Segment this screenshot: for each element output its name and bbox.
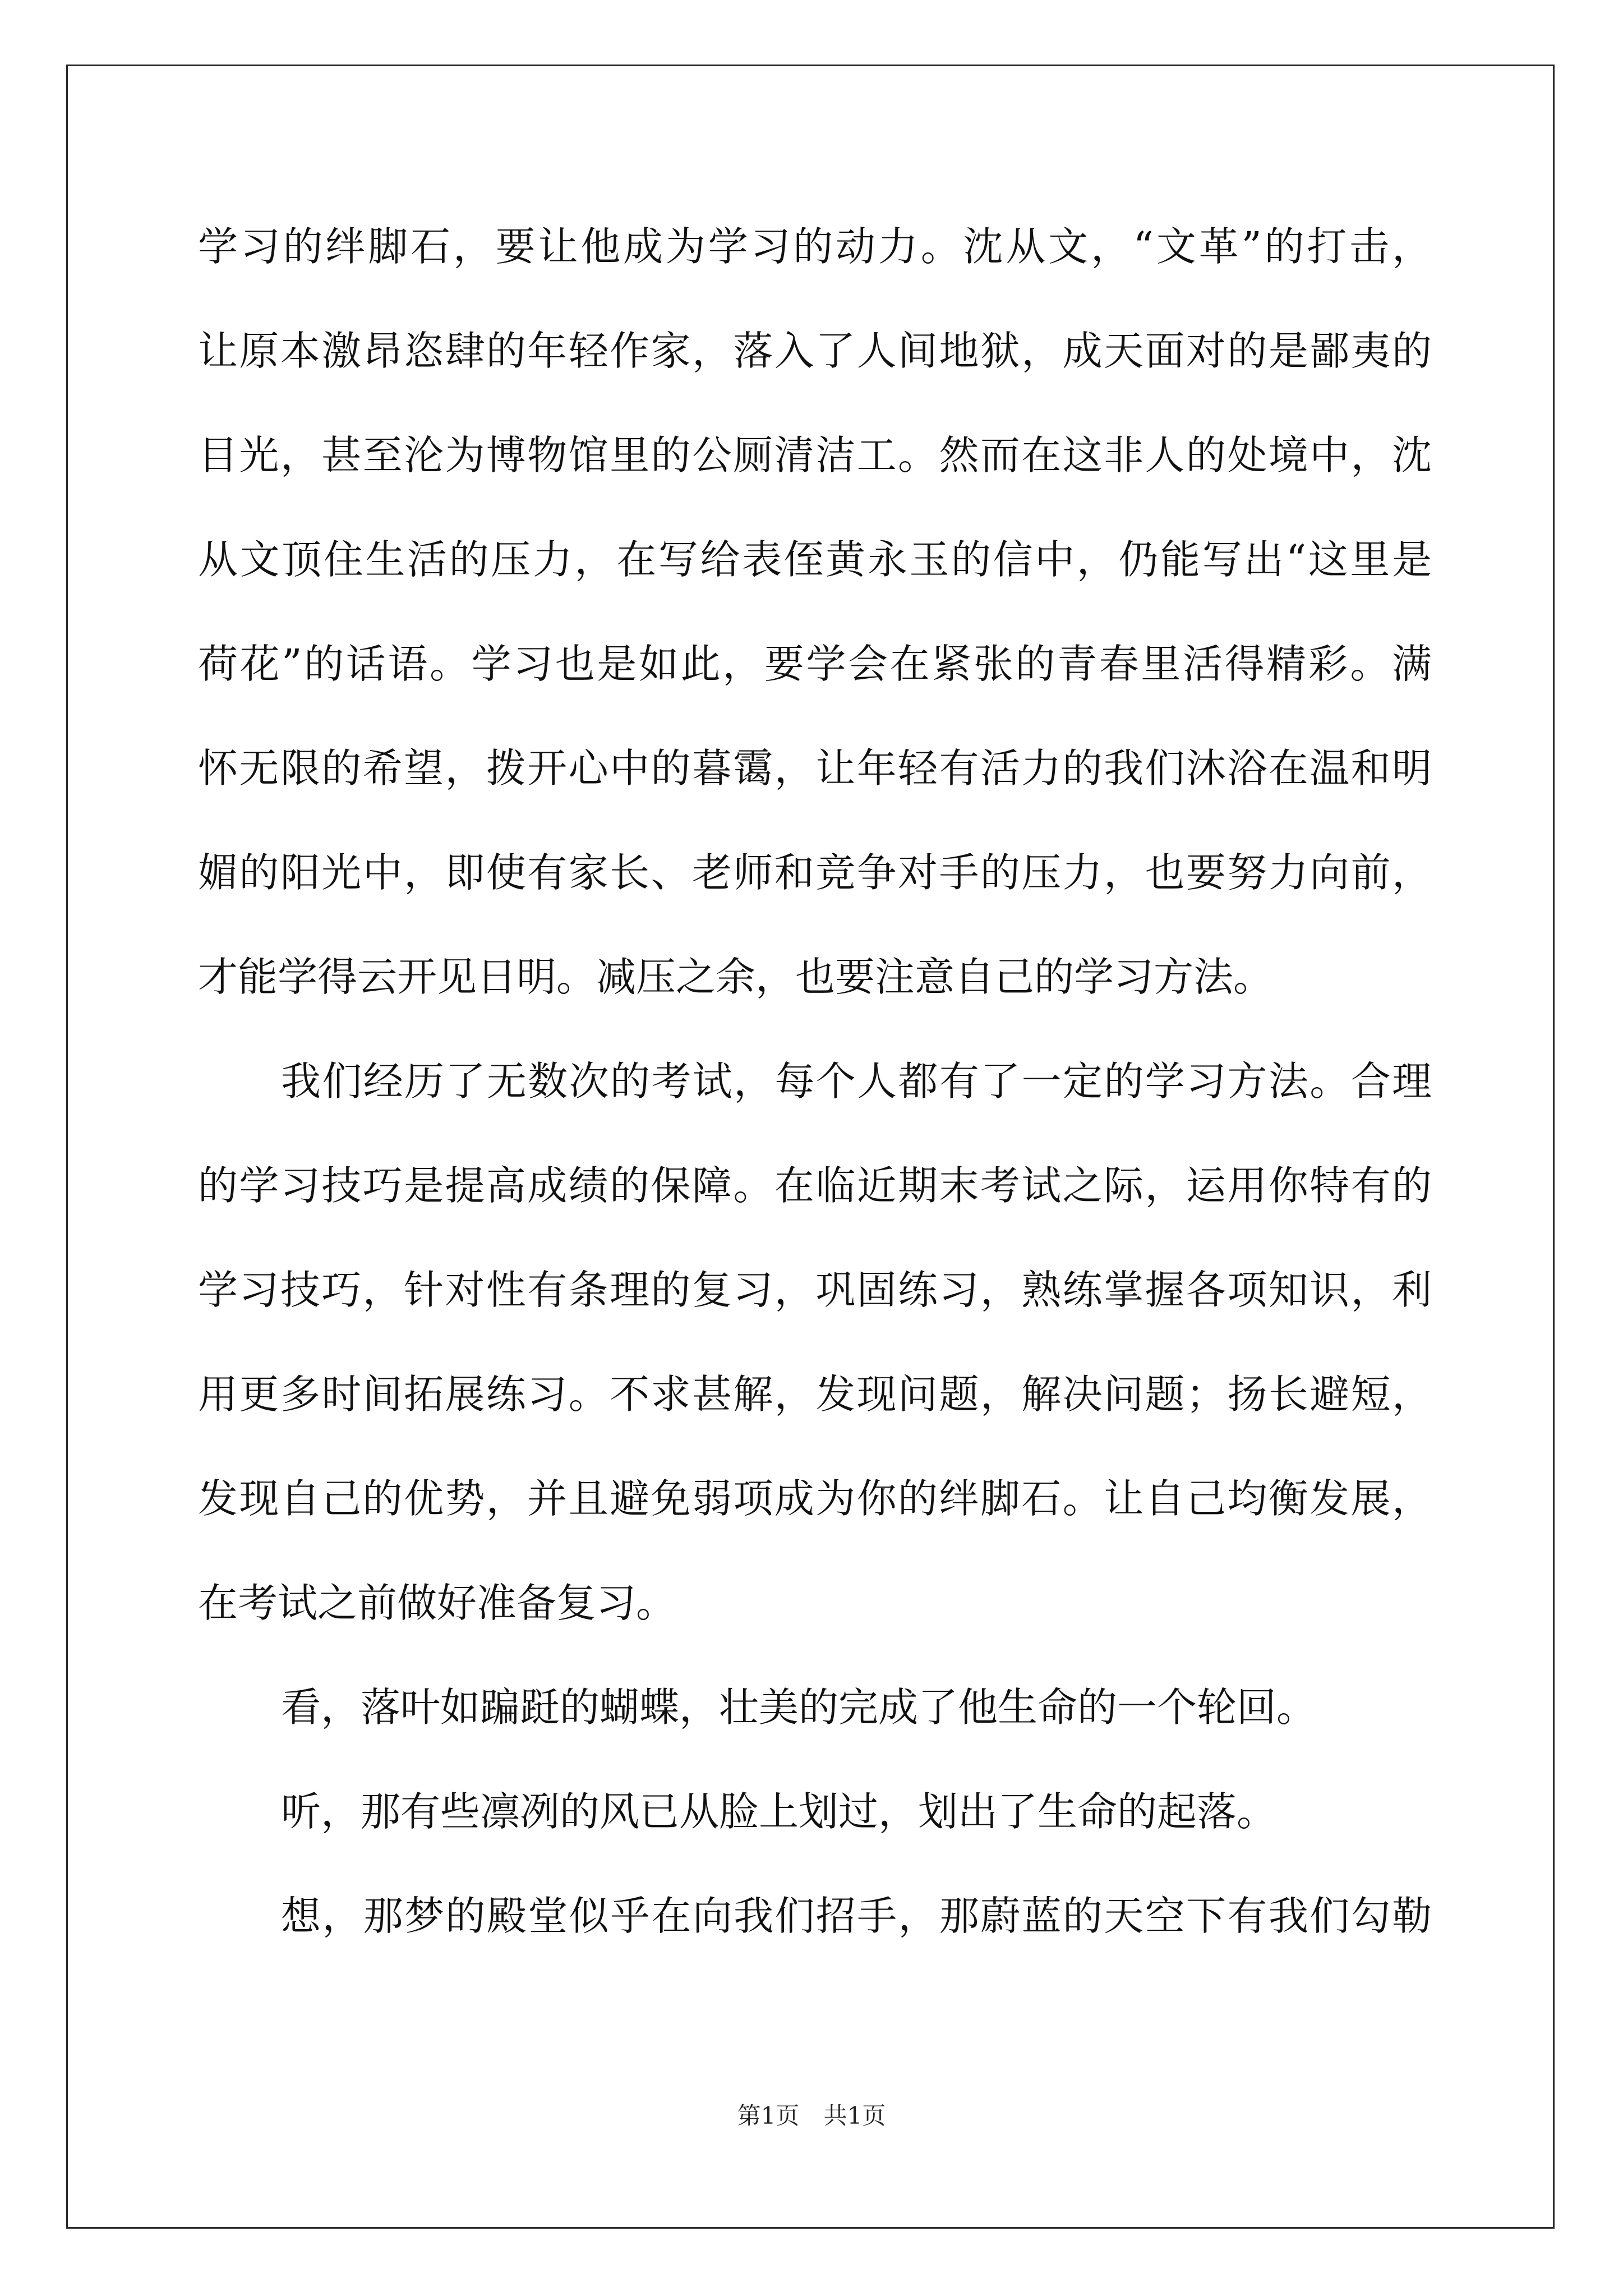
paragraph-first-line: 我们经历了无数次的考试，每个人都有了一定的学习方法。合理 — [281, 1058, 1432, 1105]
text-line: 荷花”的话语。学习也是如此，要学会在紧张的青春里活得精彩。满 — [198, 641, 1432, 687]
text-line: 媚的阳光中，即使有家长、老师和竞争对手的压力，也要努力向前， — [198, 849, 1432, 896]
paragraph-first-line: 听，那有些凛冽的风已从脸上划过，划出了生命的起落。 — [281, 1788, 1277, 1835]
text-line: 发现自己的优势，并且避免弱项成为你的绊脚石。让自己均衡发展， — [198, 1475, 1432, 1522]
document-body — [198, 216, 1432, 1990]
text-line: 让原本激昂恣肆的年轻作家，落入了人间地狱，成天面对的是鄙夷的 — [198, 328, 1432, 374]
paragraph-first-line: 看，落叶如蹁跹的蝴蝶，壮美的完成了他生命的一个轮回。 — [281, 1684, 1317, 1731]
text-line: 用更多时间拓展练习。不求甚解，发现问题，解决问题；扬长避短， — [198, 1371, 1432, 1418]
text-line: 学习的绊脚石，要让他成为学习的动力。沈从文，“文革”的打击， — [198, 223, 1432, 270]
text-line: 目光，甚至沦为博物馆里的公厕清洁工。然而在这非人的处境中，沈 — [198, 432, 1432, 478]
text-line: 学习技巧，针对性有条理的复习，巩固练习，熟练掌握各项知识，利 — [198, 1267, 1432, 1313]
text-line: 的学习技巧是提高成绩的保障。在临近期末考试之际，运用你特有的 — [198, 1162, 1432, 1209]
text-line: 在考试之前做好准备复习。 — [198, 1580, 676, 1626]
page-number: 第1页 共1页 — [737, 2102, 886, 2129]
text-line: 才能学得云开见日明。减压之余，也要注意自己的学习方法。 — [198, 954, 1274, 1000]
text-line: 从文顶住生活的压力，在写给表侄黄永玉的信中，仍能写出“这里是 — [198, 536, 1432, 583]
paragraph-first-line: 想，那梦的殿堂似乎在向我们招手，那蔚蓝的天空下有我们勾勒 — [281, 1893, 1432, 1939]
text-line: 怀无限的希望，拨开心中的暮霭，让年轻有活力的我们沐浴在温和明 — [198, 745, 1432, 792]
